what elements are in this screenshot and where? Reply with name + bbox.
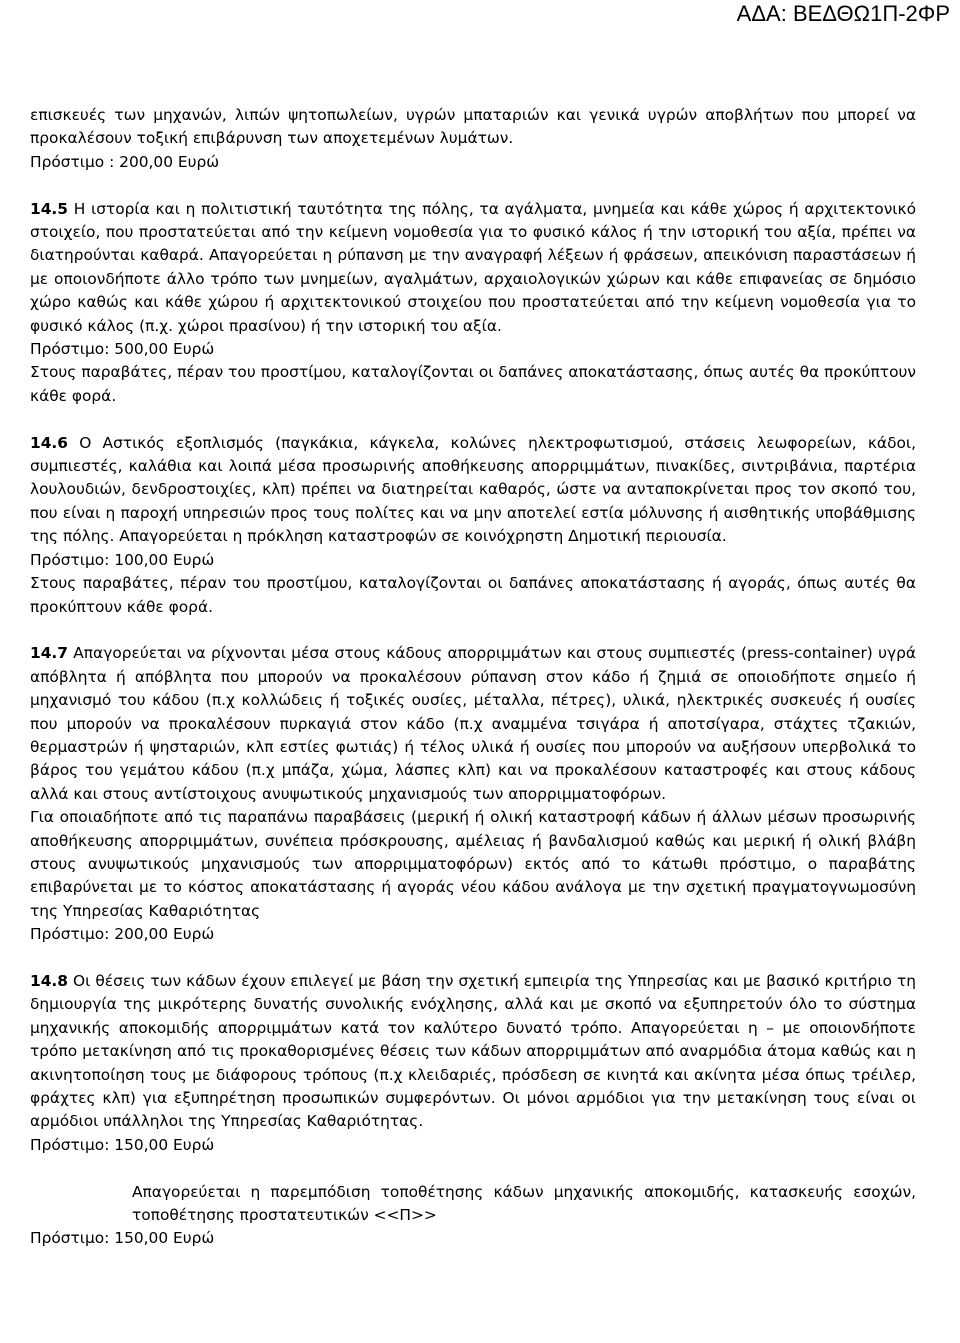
article-number: 14.6 — [30, 433, 68, 452]
article-14-7 — [30, 642, 916, 806]
intro-paragraph: επισκευές των μηχανών, λιπών ψητοπωλείων, υγρών μπαταριών και γενικά υγρών αποβλήτων που μπορεί να προκαλέσουν τοξική επιβάρυνση των αποχετεμένων λυμάτων. — [30, 106, 916, 148]
article-text: Απαγορεύεται η παρεμπόδιση τοποθέτησης κάδων μηχανικής αποκομιδής, κατασκευής εσοχών, τοποθέτησης προστατευτικών <<Π>> — [132, 1182, 916, 1225]
document-body — [30, 104, 916, 1251]
article-text: Οι θέσεις των κάδων έχουν επιλεγεί με βάση την σχετική εμπειρία της Υπηρεσίας και με βασικό κριτήριο τη δημιουργία της μικρότερης δυνατής συνολικής ενόχλησης, αλλά και με σκοπό να εξυπηρετούν όλο το σύστημα μηχανικής αποκομιδής απορριμμάτων κατά τον καλύτερο δυνατό τρόπο. Απαγορεύεται η – με οποιονδήποτε τρόπο μετακίνηση από τις προκαθορισμένες θέσεις των κάδων απορριμμάτων από αναρμόδια άτομα καθώς και η ακινητοποίηση τους με διάφορους τρόπους (π.χ κλειδαριές, πρόσδεση σε κινητά και ακίνητα μέσα όπως τρέιλερ, φράχτες κλπ) για εξυπηρέτηση προσωπικών συμφερόντων. Οι μόνοι αρμόδιοι για την μετακίνηση τους είναι οι αρμόδιοι υπάλληλοι της Υπηρεσίας Καθαριότητας. — [30, 971, 916, 1131]
article-14-5-fine: Πρόστιμο: 500,00 Ευρώ — [30, 340, 215, 359]
article-14-7-fine: Πρόστιμο: 200,00 Ευρώ — [30, 925, 215, 944]
article-14-8-1-fine: Πρόστιμο: 150,00 Ευρώ — [30, 1229, 215, 1248]
ada-code: ΑΔΑ: ΒΕΔΘΩ1Π-2ΦΡ — [736, 1, 950, 26]
article-text: Απαγορεύεται να ρίχνονται μέσα στους κάδους απορριμμάτων και στους συμπιεστές (press-container) υγρά απόβλητα ή απόβλητα που μπορούν να προκαλέσουν ρύπανση στον κάδο ή ζημιά σε οποιοδήποτε σημείο ή μηχανισμό του κάδου (π.χ κολλώδεις ή τοξικές ουσίες, μέταλλα, πέτρες), υλικά, ηλεκτρικές συσκευές ή ουσίες που μπορούν να προκαλέσουν πυρκαγιά στον κάδο (π.χ αναμμένα τσιγάρα ή αποτσίγαρα, στάχτες τζακιών, θερμαστρών ή ψησταριών, κλπ εστίες φωτιάς) ή τέλος υλικά ή ουσίες που μπορούν να αυξήσουν υπερβολικά το βάρος του γεμάτου κάδου (π.χ μπάζα, χώμα, λάσπες κλπ) και να προκαλέσουν καταστροφές και στους κάδους αλλά και στους αντίστοιχους ανυψωτικούς μηχανισμούς των απορριμματοφόρων. — [30, 644, 916, 803]
article-14-8 — [30, 970, 916, 1134]
intro-fine: Πρόστιμο : 200,00 Ευρώ — [30, 152, 220, 171]
article-number — [30, 1181, 132, 1204]
article-14-8-1 — [30, 1181, 916, 1228]
article-14-7-text2: Για οποιαδήποτε από τις παραπάνω παραβάσεις (μερική ή ολική καταστροφή κάδων ή άλλων μέσων προσωρινής αποθήκευσης απορριμμάτων, συνέπεια πρόσκρουσης, αμέλειας ή βανδαλισμού καθώς και μερική ή ολική βλάβη στους ανυψωτικούς μηχανισμούς των απορριμματοφόρων) εκτός από το κάτωθι πρόστιμο, ο παραβάτης επιβαρύνεται με το κόστος αποκατάστασης ή αγοράς νέου κάδου ανάλογα με την σχετική πραγματογνωμοσύνη της Υπηρεσίας Καθαριότητας — [30, 808, 916, 920]
article-number: 14.8 — [30, 971, 68, 990]
article-14-5 — [30, 198, 916, 338]
article-14-8-fine: Πρόστιμο: 150,00 Ευρώ — [30, 1135, 215, 1154]
article-14-5-note: Στους παραβάτες, πέραν του προστίμου, καταλογίζονται οι δαπάνες αποκατάστασης, όπως αυτές θα προκύπτουν κάθε φορά. — [30, 363, 916, 405]
article-14-6 — [30, 432, 916, 549]
article-text: Η ιστορία και η πολιτιστική ταυτότητα της πόλης, τα αγάλματα, μνημεία και κάθε χώρος ή αρχιτεκτονικό στοιχείο, που προστατεύεται από την κείμενη νομοθεσία για το φυσικό κάλος ή την ιστορική του αξία, πρέπει να διατηρούνται καθαρά. Απαγορεύεται η ρύπανση με την αναγραφή λέξεων ή φράσεων, απεικόνιση παραστάσεων ή με οποιονδήποτε άλλο τρόπο των μνημείων, αγαλμάτων, αρχαιολογικών χώρων και κάθε επιφανείας σε δημόσιο χώρο καθώς και κάθε χώρου ή αρχιτεκτονικού στοιχείου που προστατεύεται από την κείμενη νομοθεσία για το φυσικό κάλος (π.χ. χώροι πρασίνου) ή την ιστορική του αξία. — [30, 199, 916, 335]
article-14-6-note: Στους παραβάτες, πέραν του προστίμου, καταλογίζονται οι δαπάνες αποκατάστασης ή αγοράς, όπως αυτές θα προκύπτουν κάθε φορά. — [30, 574, 916, 616]
article-14-6-fine: Πρόστιμο: 100,00 Ευρώ — [30, 550, 215, 569]
article-number: 14.7 — [30, 644, 68, 663]
article-number: 14.5 — [30, 199, 68, 218]
article-text: Ο Αστικός εξοπλισμός (παγκάκια, κάγκελα, κολώνες ηλεκτροφωτισμού, στάσεις λεωφορείων, κάδοι, συμπιεστές, καλάθια και λοιπά μέσα προσωρινής αποθήκευσης απορριμμάτων, πινακίδες, σιντριβάνια, παρτέρια λουλουδιών, δενδροστοιχίες, κλπ) πρέπει να διατηρείται καθαρός, ώστε να ανταποκρίνεται προς τον σκοπό του, που είναι η παροχή υπηρεσιών προς τους πολίτες και να μην αποτελεί εστία μόλυνσης ή αισθητικής υποβάθμισης της πόλης. Απαγορεύεται η πρόκληση καταστροφών σε κοινόχρηστη Δημοτική περιουσία. — [30, 433, 916, 546]
